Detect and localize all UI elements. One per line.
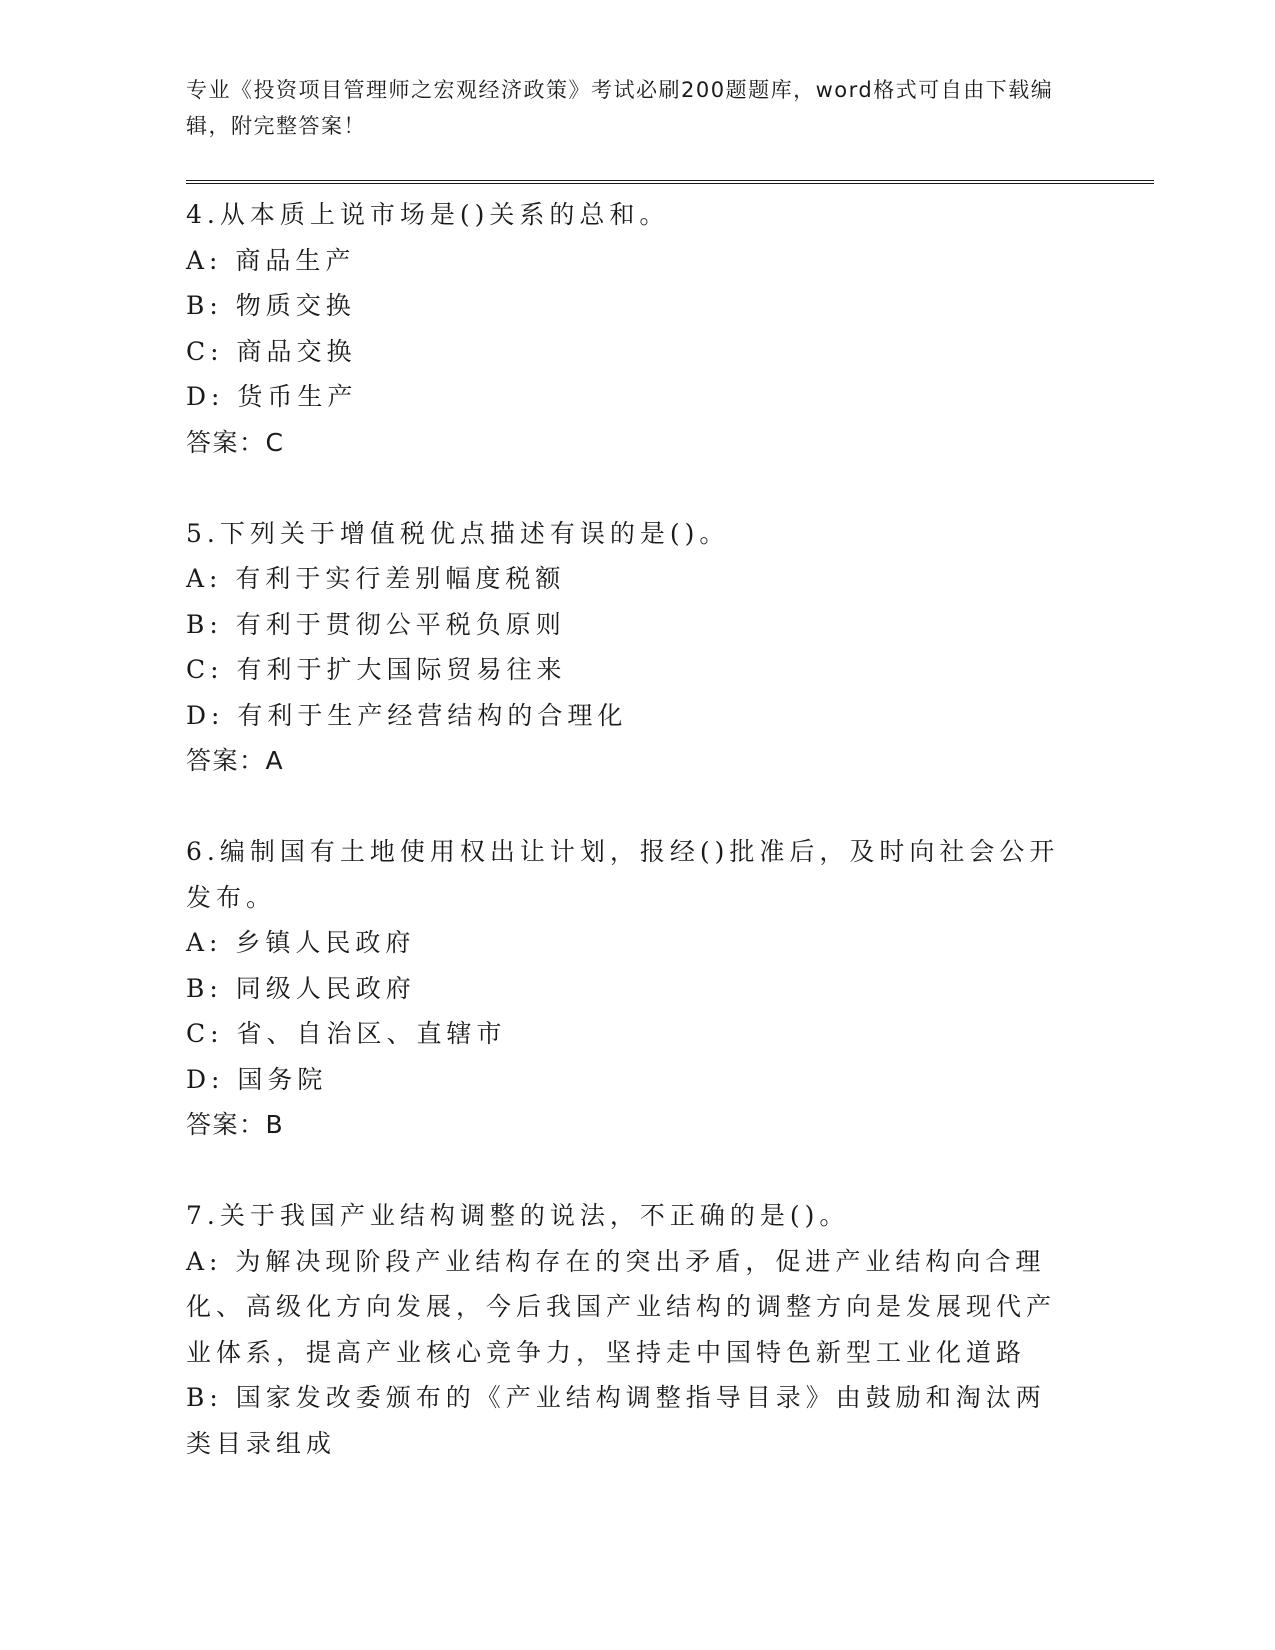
answer: 答案：A — [186, 746, 285, 775]
option-d: D: 国务院 — [186, 1064, 328, 1094]
option-d: D: 货币生产 — [186, 382, 358, 411]
question-stem: 7.关于我国产业结构调整的说法，不正确的是()。 — [186, 1201, 850, 1230]
document-header: 专业《投资项目管理师之宏观经济政策》考试必刷200题题库，word格式可自由下载编辑，附完整答案！ — [186, 78, 1054, 138]
option-a: A: 有利于实行差别幅度税额 — [186, 564, 566, 593]
question-stem: 6.编制国有土地使用权出让计划，报经()批准后，及时向社会公开发布。 — [186, 837, 1060, 912]
option-d: D: 有利于生产经营结构的合理化 — [186, 700, 628, 730]
answer: 答案：C — [186, 427, 285, 457]
option-c: C: 商品交换 — [186, 336, 357, 366]
option-a: A: 为解决现阶段产业结构存在的突出矛盾，促进产业结构向合理化、高级化方向发展，今后我国产业结构的调整方向是发展现代产业体系，提高产业核心竞争力，坚持走中国特色新型工业化道路 — [186, 1246, 1057, 1367]
option-c: C: 有利于扩大国际贸易往来 — [186, 655, 567, 684]
option-b: B: 有利于贯彻公平税负原则 — [186, 609, 566, 639]
question-stem: 5.下列关于增值税优点描述有误的是()。 — [186, 518, 730, 548]
option-b: B: 同级人民政府 — [186, 973, 416, 1003]
option-b: B: 国家发改委颁布的《产业结构调整指导目录》由鼓励和淘汰两类目录组成 — [186, 1383, 1046, 1458]
question-5 — [186, 511, 1166, 785]
question-7 — [186, 1193, 1166, 1466]
answer: 答案：B — [186, 1110, 285, 1139]
question-stem: 4.从本质上说市场是()关系的总和。 — [186, 200, 670, 229]
question-list — [186, 192, 1166, 1466]
option-a: A: 商品生产 — [186, 245, 356, 275]
question-6 — [186, 829, 1166, 1148]
header-divider — [186, 180, 1154, 184]
question-4 — [186, 192, 1166, 466]
option-c: C: 省、自治区、直辖市 — [186, 1019, 507, 1048]
document-page — [186, 72, 1166, 1511]
option-a: A: 乡镇人民政府 — [186, 928, 416, 957]
option-b: B: 物质交换 — [186, 291, 356, 320]
